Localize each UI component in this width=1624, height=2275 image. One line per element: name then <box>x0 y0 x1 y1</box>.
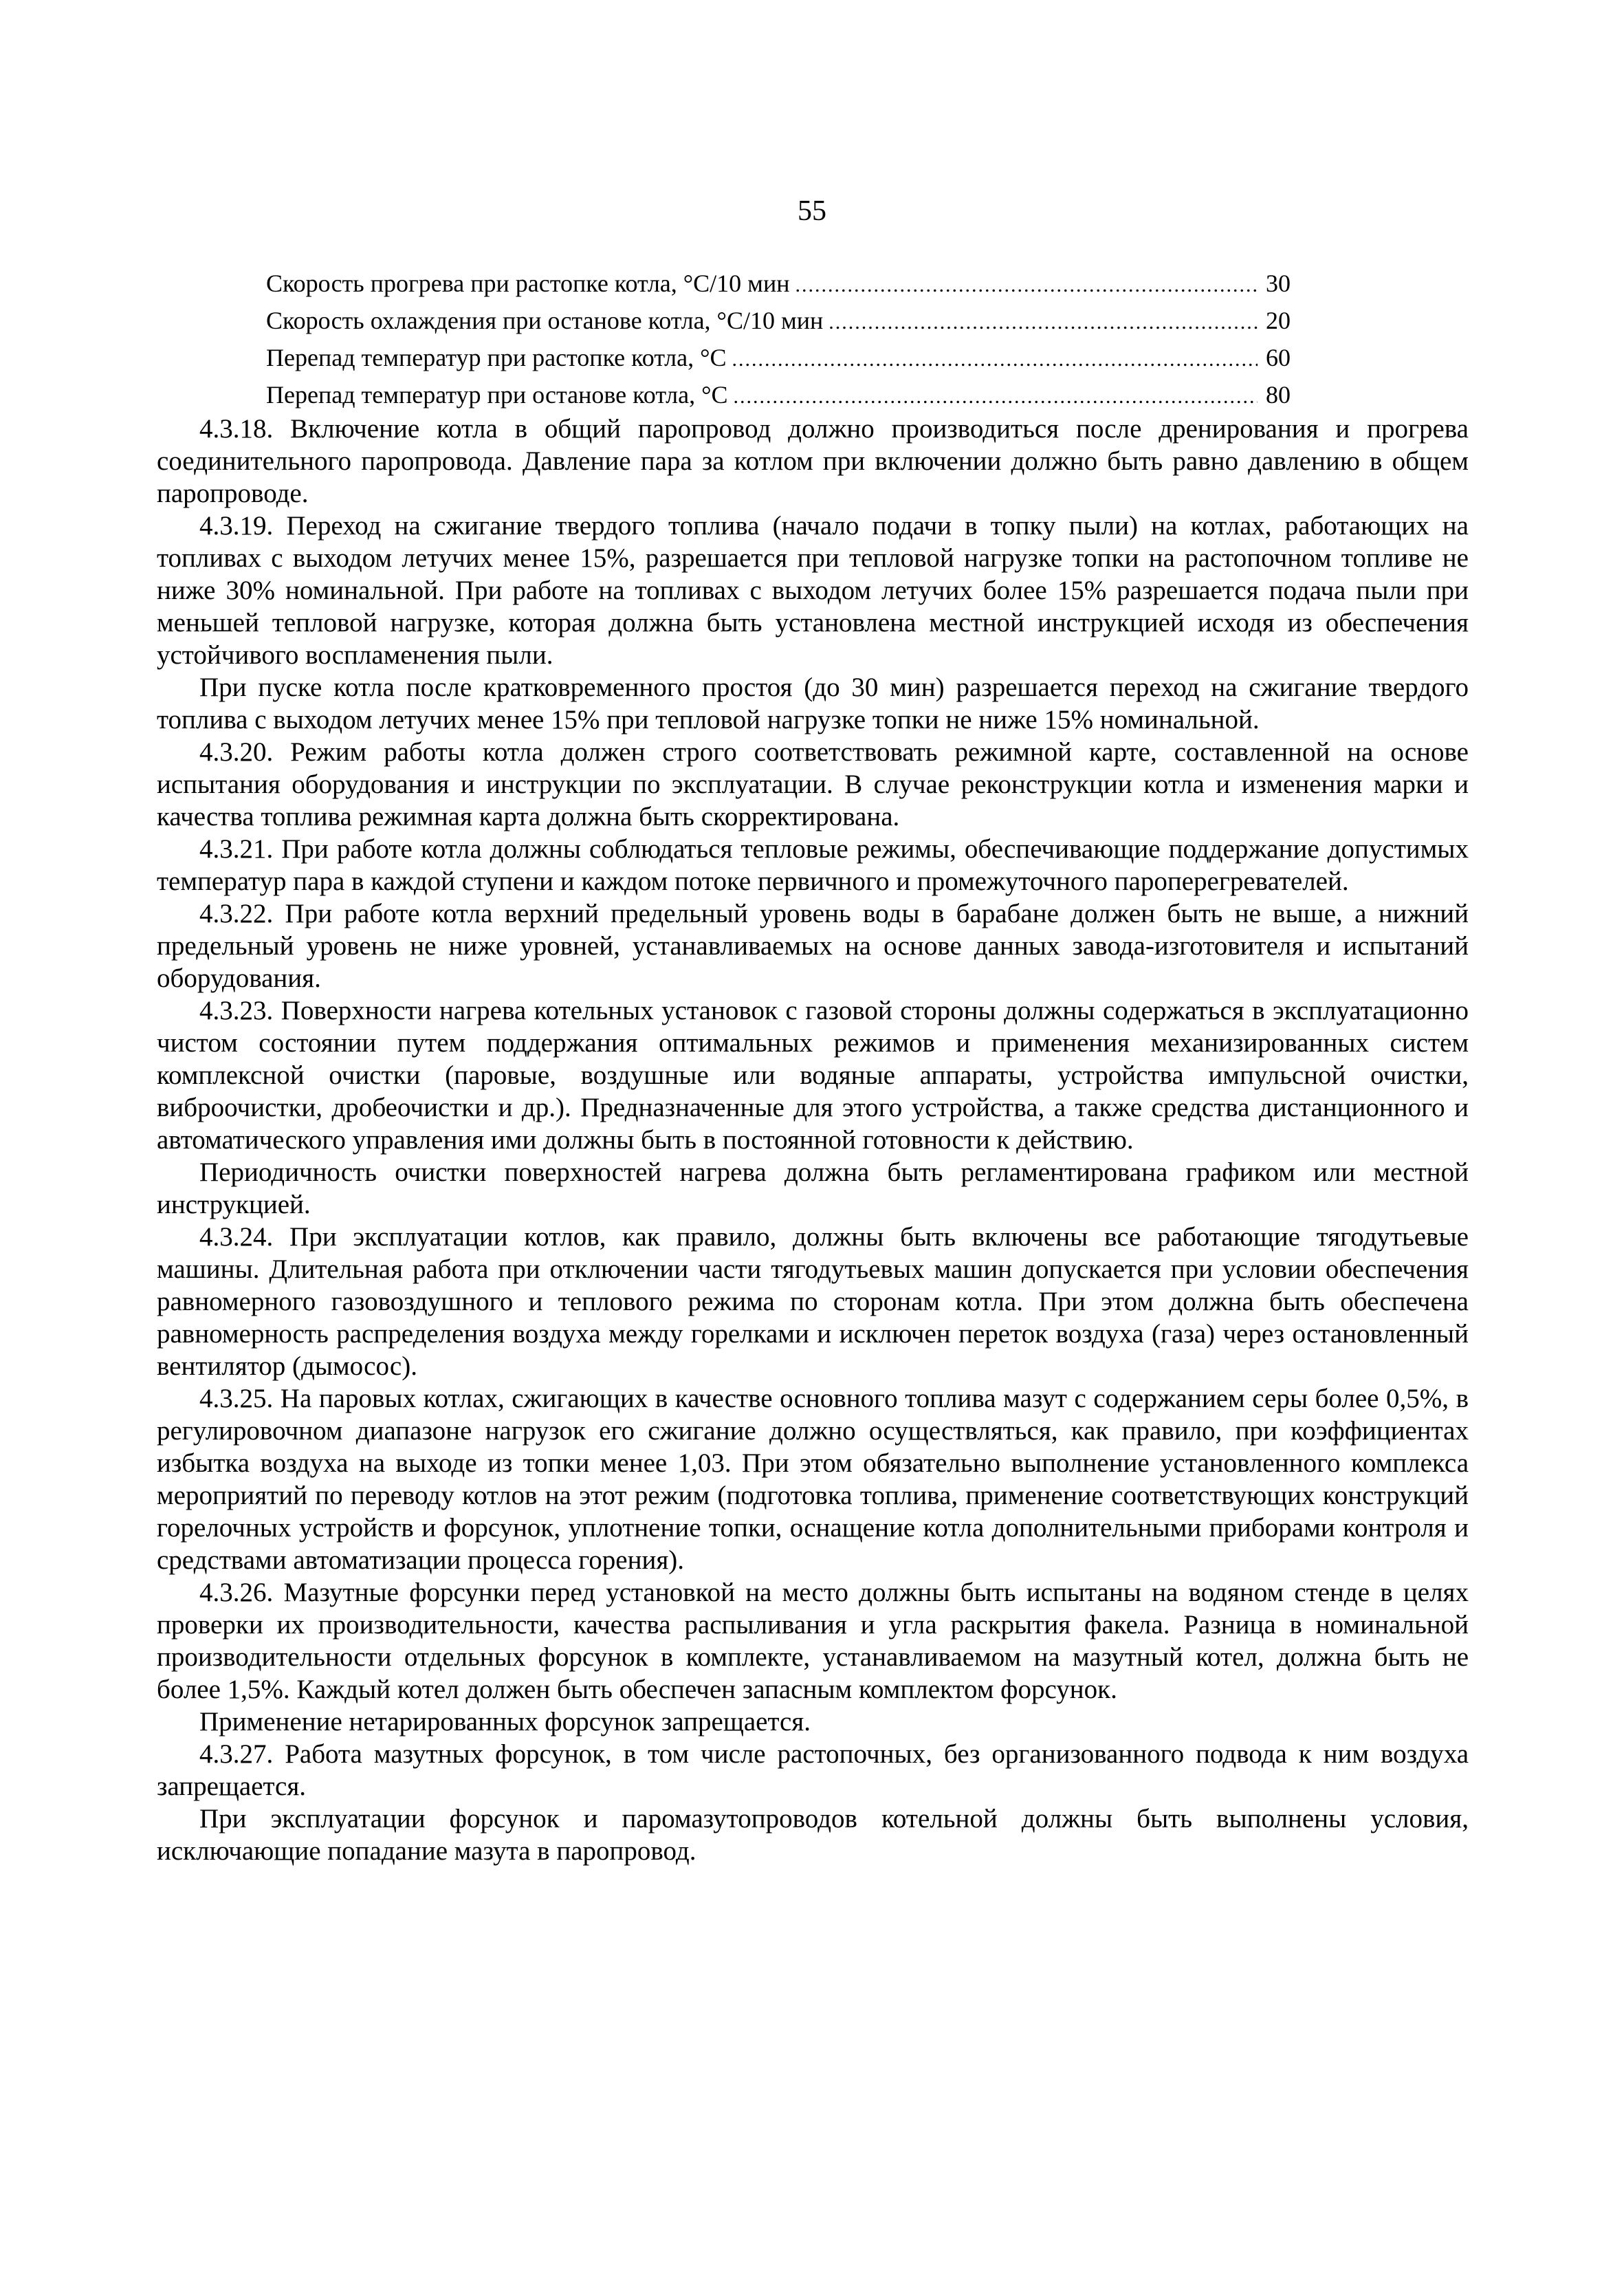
parameter-value: 60 <box>1266 344 1291 371</box>
paragraph-4-3-26-continued: Применение нетарированных форсунок запрещается. <box>199 1707 811 1737</box>
paragraph-4-3-25: 4.3.25. На паровых котлах, сжигающих в качестве основного топлива мазут с содержанием серы более 0,5%, в регулировочном диапазоне нагрузок его сжигание должно осуществляться, как правило, при коэффициентах избытка воздуха на выходе из топки менее 1,03. При этом обязательно выполнение установленного комплекса мероприятий по переводу котлов на этот режим (подготовка топлива, применение соответствующих конструкций горелочных устройств и форсунок, уплотнение топки, оснащение котла дополнительными приборами контроля и средствами автоматизации процесса горения). <box>157 1384 1469 1575</box>
parameter-label: Скорость прогрева при растопке котла, °С/10 мин <box>266 270 790 297</box>
page-number: 55 <box>798 195 826 227</box>
paragraph-4-3-27-continued: При эксплуатации форсунок и паромазутопроводов котельной должны быть выполнены условия, исключающие попадание мазута в паропровод. <box>157 1804 1469 1866</box>
paragraph-4-3-18: 4.3.18. Включение котла в общий паропровод должно производиться после дренирования и прогрева соединительного паропровода. Давление пара за котлом при включении должно быть равно давлению в общем паропроводе. <box>157 414 1469 508</box>
parameter-value: 20 <box>1266 307 1291 334</box>
parameter-value: 80 <box>1266 381 1291 409</box>
parameter-row <box>266 339 1291 376</box>
paragraph-4-3-27: 4.3.27. Работа мазутных форсунок, в том числе растопочных, без организованного подвода к ним воздуха запрещается. <box>157 1739 1469 1801</box>
parameter-label: Скорость охлаждения при останове котла, °С/10 мин <box>266 307 824 334</box>
parameter-label: Перепад температур при останове котла, °С <box>266 381 728 409</box>
paragraph-4-3-19: 4.3.19. Переход на сжигание твердого топлива (начало подачи в топку пыли) на котлах, работающих на топливах с выходом летучих менее 15%, разрешается при тепловой нагрузке топки на растопочном топливе не ниже 30% номинальной. При работе на топливах с выходом летучих более 15% разрешается подача пыли при меньшей тепловой нагрузке, которая должна быть установлена местной инструкцией исходя из обеспечения устойчивого воспламенения пыли. <box>157 511 1469 670</box>
paragraph-4-3-26: 4.3.26. Мазутные форсунки перед установкой на место должны быть испытаны на водяном стенде в целях проверки их производительности, качества распыливания и угла раскрытия факела. Разница в номинальной производительности отдельных форсунок в комплекте, устанавливаемом на мазутный котел, должна быть не более 1,5%. Каждый котел должен быть обеспечен запасным комплектом форсунок. <box>157 1578 1469 1704</box>
paragraph-4-3-22: 4.3.22. При работе котла верхний предельный уровень воды в барабане должен быть не выше, а нижний предельный уровень не ниже уровней, устанавливаемых на основе данных завода-изготовителя и испытаний оборудования. <box>157 899 1469 993</box>
dot-leader <box>732 341 1258 378</box>
parameter-row <box>266 302 1291 339</box>
paragraph-4-3-23-continued: Периодичность очистки поверхностей нагрева должна быть регламентирована графиком или местной инструкцией. <box>157 1157 1469 1219</box>
parameter-list <box>266 265 1291 413</box>
dot-leader <box>734 378 1258 415</box>
parameter-value: 30 <box>1266 270 1291 297</box>
paragraph-4-3-24: 4.3.24. При эксплуатации котлов, как правило, должны быть включены все работающие тягодутьевые машины. Длительная работа при отключении части тягодутьевых машин допускается при условии обеспечения равномерного газовоздушного и теплового режима по сторонам котла. При этом должна быть обеспечена равномерность распределения воздуха между горелками и исключен переток воздуха (газа) через остановленный вентилятор (дымосос). <box>157 1222 1469 1381</box>
paragraph-4-3-20: 4.3.20. Режим работы котла должен строго соответствовать режимной карте, составленной на основе испытания оборудования и инструкции по эксплуатации. В случае реконструкции котла и изменения марки и качества топлива режимная карта должна быть скорректирована. <box>157 737 1469 831</box>
paragraph-4-3-23: 4.3.23. Поверхности нагрева котельных установок с газовой стороны должны содержаться в эксплуатационно чистом состоянии путем поддержания оптимальных режимов и применения механизированных систем комплексной очистки (паровые, воздушные или водяные аппараты, устройства импульсной очистки, виброочистки, дробеочистки и др.). Предназначенные для этого устройства, а также средства дистанционного и автоматического управления ими должны быть в постоянной готовности к действию. <box>157 996 1469 1155</box>
parameter-row <box>266 376 1291 413</box>
paragraph-4-3-21: 4.3.21. При работе котла должны соблюдаться тепловые режимы, обеспечивающие поддержание допустимых температур пара в каждой ступени и каждом потоке первичного и промежуточного пароперегревателей. <box>157 834 1469 896</box>
body-text <box>157 413 1469 1867</box>
parameter-row <box>266 265 1291 302</box>
paragraph-4-3-19-continued: При пуске котла после кратковременного простоя (до 30 мин) разрешается переход на сжигание твердого топлива с выходом летучих менее 15% при тепловой нагрузке топки не ниже 15% номинальной. <box>157 673 1469 734</box>
dot-leader <box>795 267 1258 304</box>
dot-leader <box>829 304 1258 341</box>
parameter-label: Перепад температур при растопке котла, °С <box>266 344 727 371</box>
